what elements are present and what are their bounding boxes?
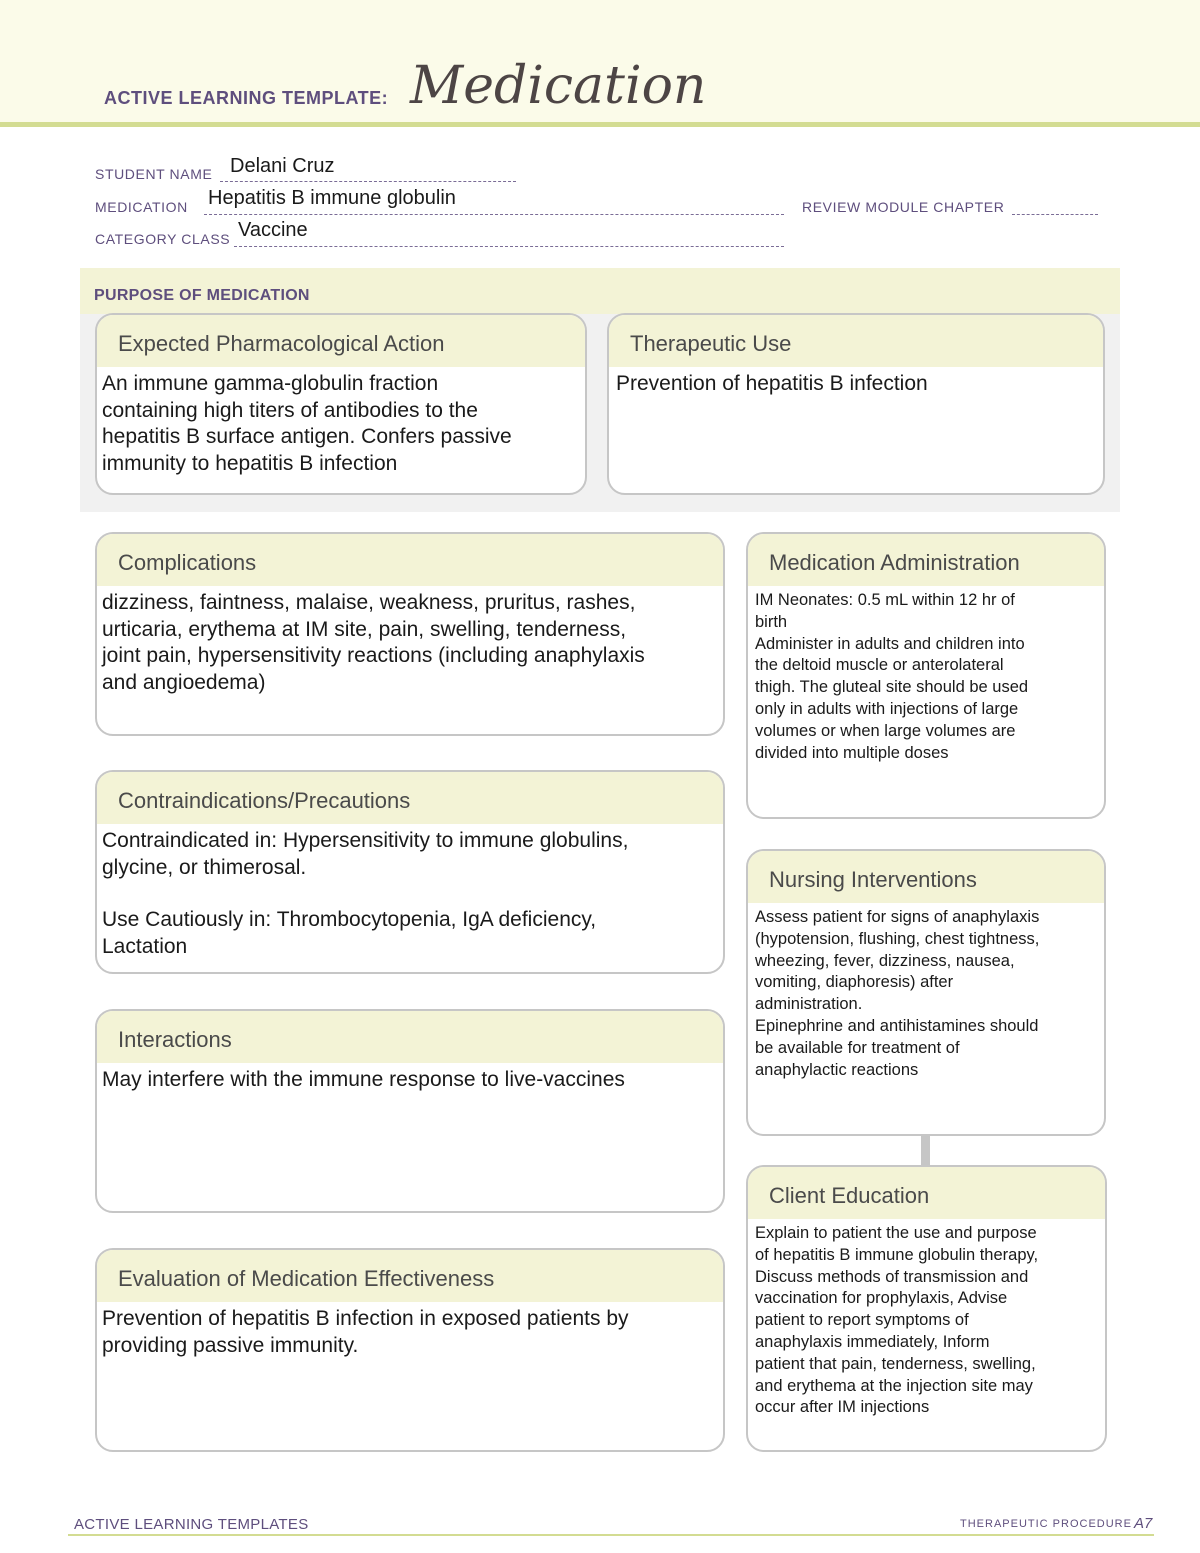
education-line: vaccination for prophylaxis, Advise — [755, 1289, 1008, 1308]
therapeutic-use-line: Prevention of hepatitis B infection — [616, 372, 928, 395]
education-line: Discuss methods of transmission and — [755, 1267, 1029, 1286]
complications-line: dizziness, faintness, malaise, weakness, pruritus, rashes, — [102, 591, 636, 614]
interactions-title: Interactions — [97, 1011, 723, 1063]
precautions-line: Use Cautiously in: Thrombocytopenia, IgA deficiency, — [102, 908, 597, 931]
administration-line: volumes or when large volumes are — [755, 721, 1016, 740]
category-class-label: CATEGORY CLASS — [95, 231, 231, 247]
expected-action-line: containing high titers of antibodies to the — [102, 398, 478, 422]
student-name-label: STUDENT NAME — [95, 166, 213, 182]
nursing-interventions-title: Nursing Interventions — [748, 851, 1104, 903]
contraindications-line: Contraindicated in: Hypersensitivity to immune globulins, — [102, 829, 629, 852]
medication-label: MEDICATION — [95, 199, 188, 215]
contraindications-box — [95, 770, 725, 974]
expected-action-box — [95, 313, 587, 495]
category-class-line — [234, 246, 784, 247]
expected-action-line: hepatitis B surface antigen. Confers passive — [102, 425, 512, 448]
education-line: patient that pain, tenderness, swelling, — [755, 1354, 1036, 1373]
education-line: occur after IM injections — [755, 1398, 930, 1417]
evaluation-title: Evaluation of Medication Effectiveness — [97, 1250, 723, 1302]
evaluation-line: providing passive immunity. — [102, 1333, 359, 1357]
nursing-line: Assess patient for signs of anaphylaxis — [755, 908, 1040, 926]
complications-box — [95, 532, 725, 736]
paragraph-gap — [102, 881, 717, 907]
medication-line — [204, 214, 784, 215]
nursing-line: Epinephrine and antihistamines should — [755, 1016, 1039, 1035]
nursing-line: administration. — [755, 995, 863, 1014]
education-line: anaphylaxis immediately, Inform — [755, 1332, 990, 1351]
page-number: A7 — [1134, 1515, 1153, 1532]
nursing-line: be available for treatment of — [755, 1038, 960, 1057]
nursing-interventions-box — [746, 849, 1106, 1136]
footer-rule — [68, 1534, 1154, 1536]
evaluation-line: Prevention of hepatitis B infection in exposed patients by — [102, 1307, 629, 1330]
administration-title: Medication Administration — [748, 534, 1104, 586]
student-name-line — [220, 181, 516, 182]
complications-line: and angioedema) — [102, 670, 266, 694]
therapeutic-use-title: Therapeutic Use — [609, 315, 1103, 367]
client-education-box — [746, 1165, 1107, 1452]
box-connector — [921, 1135, 930, 1167]
administration-line: birth — [755, 612, 788, 631]
complications-line: joint pain, hypersensitivity reactions (including anaphylaxis — [102, 644, 645, 667]
review-module-label: REVIEW MODULE CHAPTER — [802, 199, 1005, 215]
header-rule — [0, 122, 1200, 127]
complications-line: urticaria, erythema at IM site, pain, swelling, tenderness, — [102, 617, 627, 641]
category-class-field[interactable]: Vaccine — [238, 219, 308, 241]
student-name-field[interactable]: Delani Cruz — [230, 155, 335, 177]
interactions-box — [95, 1009, 725, 1213]
purpose-label: PURPOSE OF MEDICATION — [94, 287, 310, 304]
administration-line: divided into multiple doses — [755, 743, 949, 762]
nursing-line: anaphylactic reactions — [755, 1060, 919, 1079]
complications-title: Complications — [97, 534, 723, 586]
contraindications-line: glycine, or thimerosal. — [102, 855, 307, 879]
administration-line: IM Neonates: 0.5 mL within 12 hr of — [755, 591, 1015, 609]
nursing-line: vomiting, diaphoresis) after — [755, 973, 954, 992]
administration-line: thigh. The gluteal site should be used — [755, 678, 1029, 697]
education-line: Explain to patient the use and purpose — [755, 1224, 1037, 1242]
page-title: Medication — [410, 56, 707, 116]
administration-line: the deltoid muscle or anterolateral — [755, 656, 1004, 675]
evaluation-box — [95, 1248, 725, 1452]
footer-right: THERAPEUTIC PROCEDURE — [960, 1518, 1132, 1530]
nursing-line: (hypotension, flushing, chest tightness, — [755, 929, 1040, 948]
administration-box — [746, 532, 1106, 819]
nursing-line: wheezing, fever, dizziness, nausea, — [755, 951, 1015, 970]
education-line: and erythema at the injection site may — [755, 1376, 1033, 1395]
education-line: patient to report symptoms of — [755, 1311, 969, 1330]
interactions-line: May interfere with the immune response to live-vaccines — [102, 1068, 625, 1091]
footer-left: ACTIVE LEARNING TEMPLATES — [74, 1516, 309, 1533]
administration-line: Administer in adults and children into — [755, 634, 1025, 653]
medication-field[interactable]: Hepatitis B immune globulin — [208, 187, 456, 209]
expected-action-line: An immune gamma-globulin fraction — [102, 372, 439, 395]
expected-action-line: immunity to hepatitis B infection — [102, 451, 398, 475]
template-label: ACTIVE LEARNING TEMPLATE: — [104, 88, 389, 108]
client-education-title: Client Education — [748, 1167, 1105, 1219]
precautions-line: Lactation — [102, 934, 188, 958]
review-module-line — [1012, 214, 1098, 215]
education-line: of hepatitis B immune globulin therapy, — [755, 1245, 1039, 1264]
administration-line: only in adults with injections of large — [755, 699, 1019, 718]
contraindications-title: Contraindications/Precautions — [97, 772, 723, 824]
expected-action-title: Expected Pharmacological Action — [97, 315, 585, 367]
therapeutic-use-box — [607, 313, 1105, 495]
